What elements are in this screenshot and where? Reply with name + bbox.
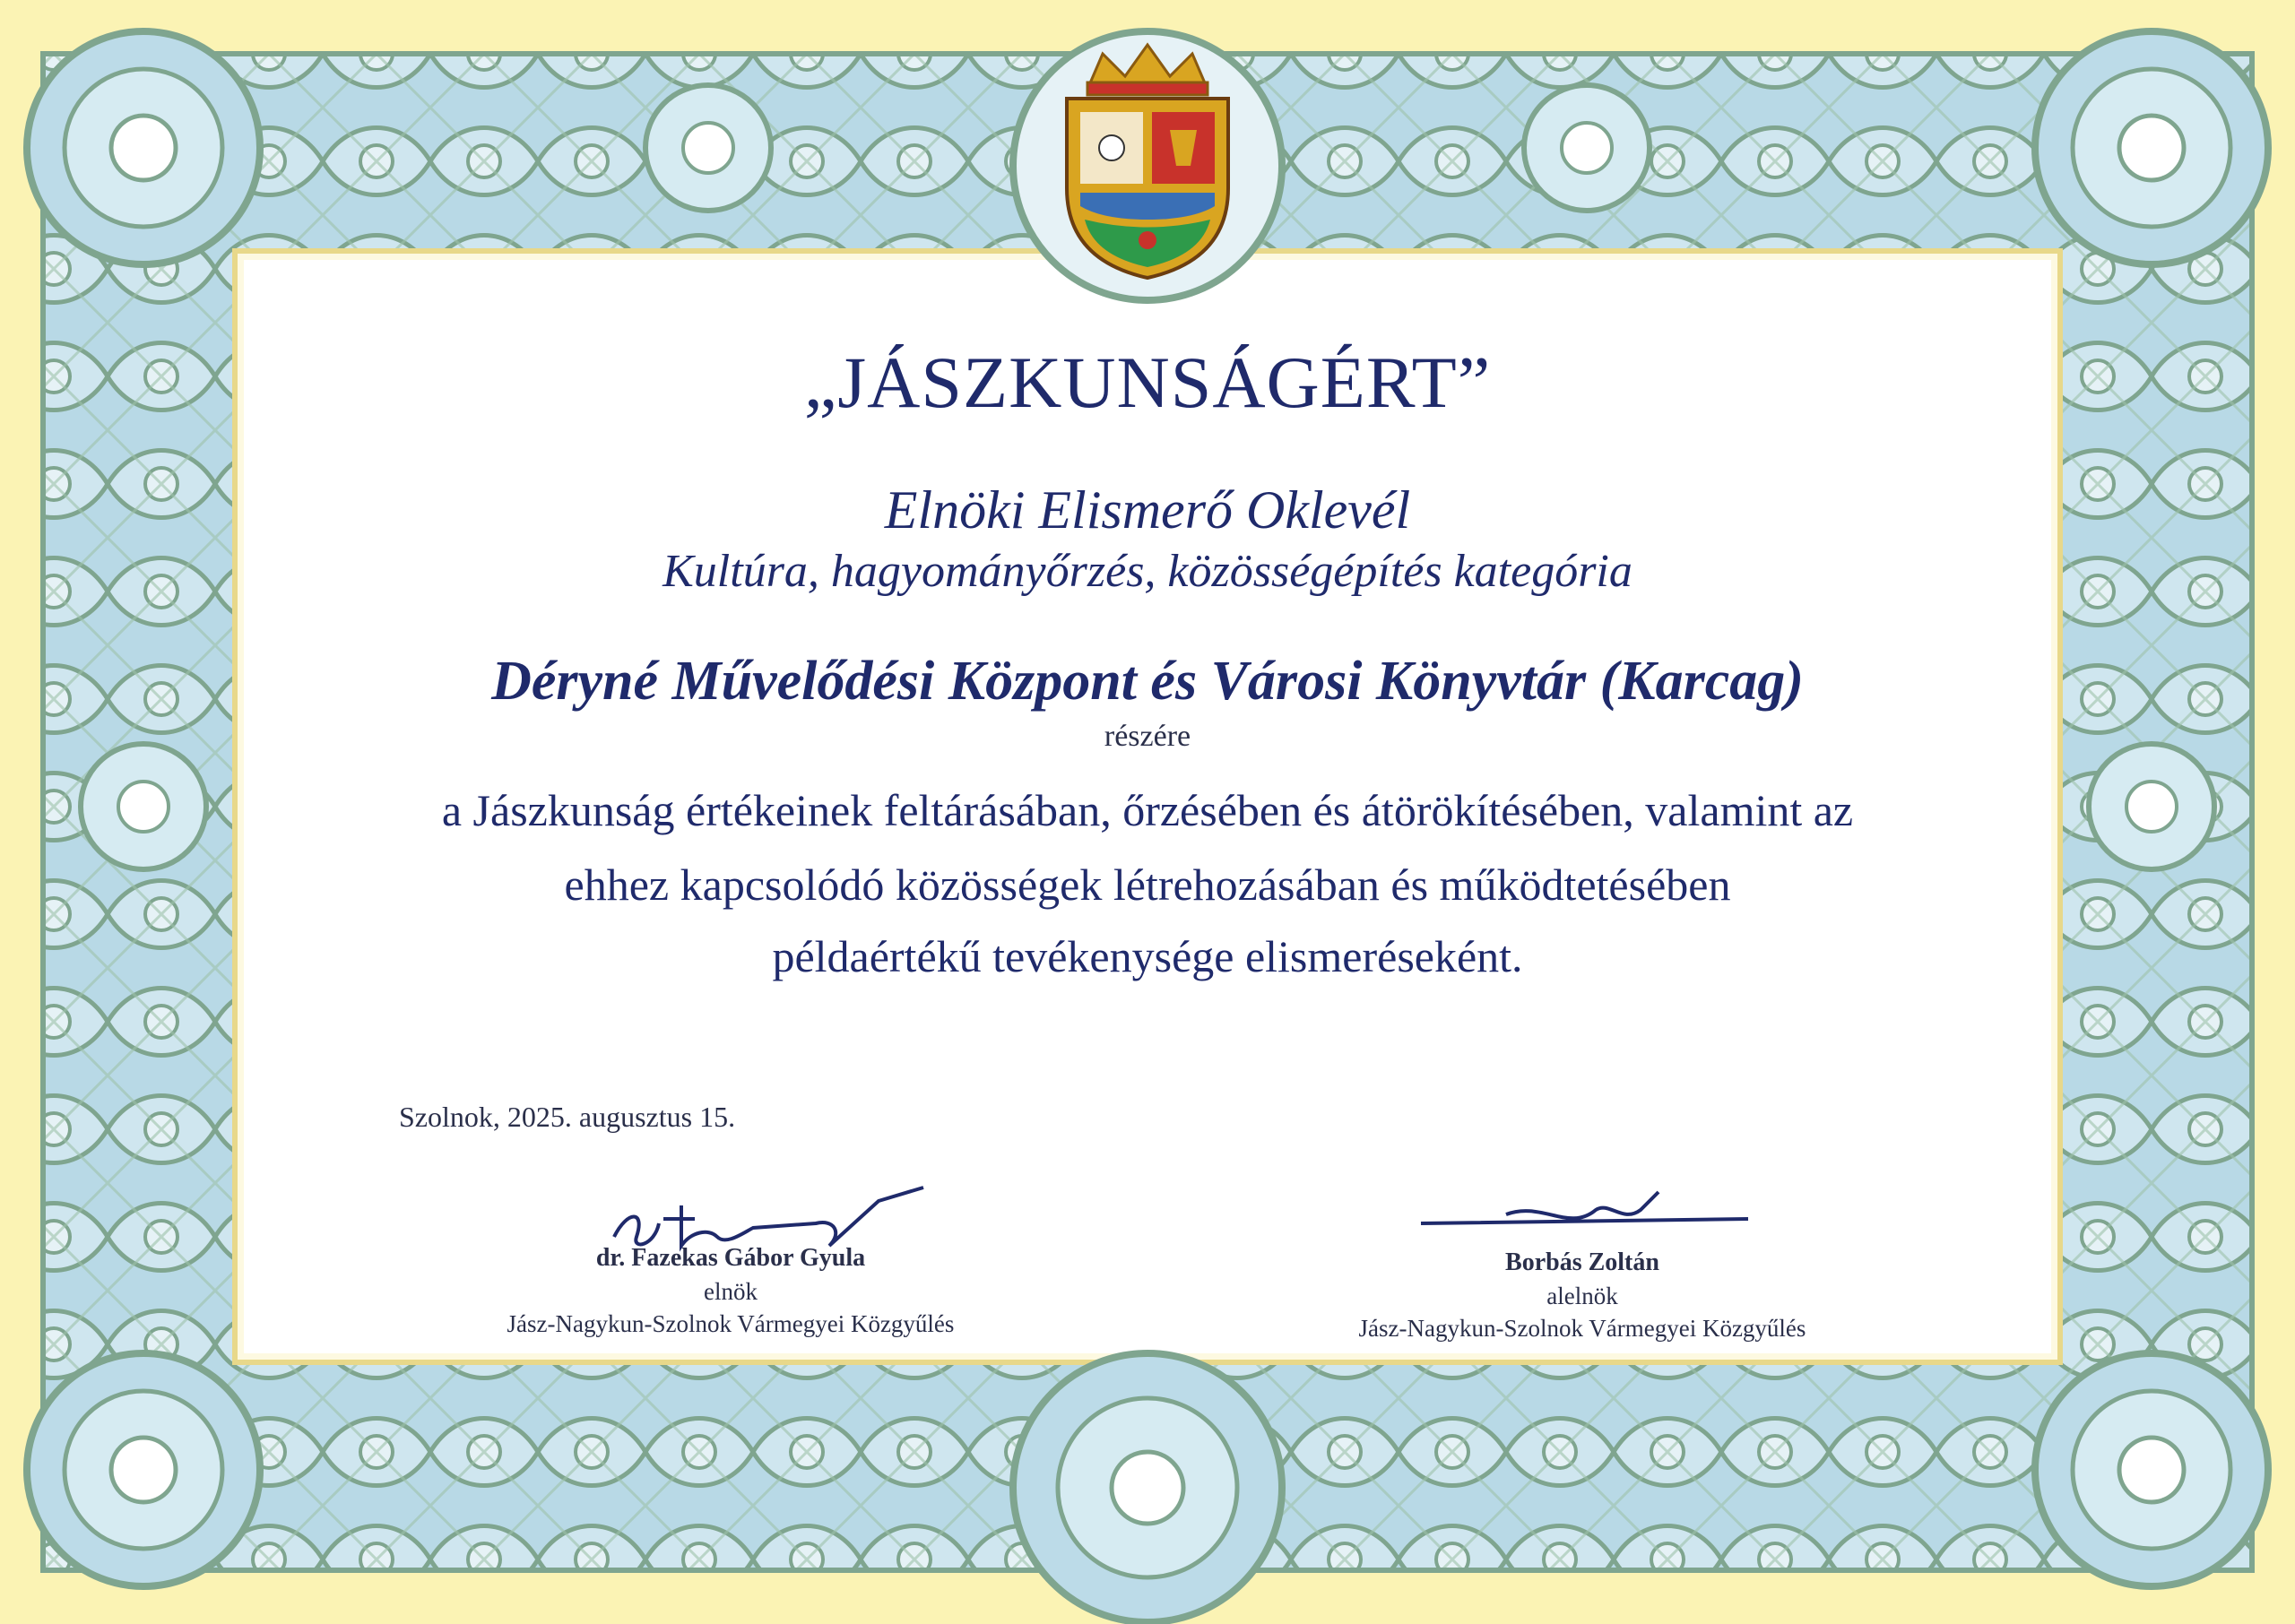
signatory-role: elnök	[704, 1278, 758, 1305]
citation-line: ehhez kapcsolódó közösségek létrehozásában és működtetésében	[564, 860, 1731, 910]
citation-line: példaértékű tevékenysége elismeréseként.	[772, 931, 1523, 981]
recipient-name: Déryné Művelődési Központ és Városi Könyvtár (Karcag)	[491, 651, 1804, 712]
rosette-top-right	[2035, 31, 2268, 264]
signatory-organization: Jász-Nagykun-Szolnok Vármegyei Közgyűlés	[507, 1310, 955, 1337]
medallion-top-right	[1524, 85, 1650, 211]
signature-block-left	[403, 1241, 1058, 1340]
place-and-date: Szolnok, 2025. augusztus 15.	[399, 1101, 736, 1133]
diploma-title: „JÁSZKUNSÁGÉRT”	[803, 341, 1492, 423]
coat-of-arms-icon	[1013, 31, 1282, 300]
signatory-name: Borbás Zoltán	[1505, 1248, 1659, 1276]
signatory-role: alelnök	[1546, 1283, 1618, 1309]
recipient-for-label: részére	[1104, 720, 1191, 753]
rosette-bottom-left	[27, 1353, 260, 1586]
rosette-top-left	[27, 31, 260, 264]
citation-line: a Jászkunság értékeinek feltárásában, őrzésében és átörökítésében, valamint az	[441, 785, 1854, 835]
diploma-subtitle: Elnöki Elismerő Oklevél	[884, 480, 1411, 540]
award-category: Kultúra, hagyományőrzés, közösségépítés kategória	[663, 546, 1632, 597]
medallion-top-left	[645, 85, 771, 211]
rosette-bottom-right	[2035, 1353, 2268, 1586]
signature-block-right	[1273, 1246, 1892, 1344]
signatory-name: dr. Fazekas Gábor Gyula	[595, 1244, 866, 1272]
signatory-organization: Jász-Nagykun-Szolnok Vármegyei Közgyűlés	[1358, 1315, 1806, 1342]
rosette-bottom-center	[1013, 1353, 1282, 1622]
signature-right-icon	[1416, 1183, 1757, 1255]
